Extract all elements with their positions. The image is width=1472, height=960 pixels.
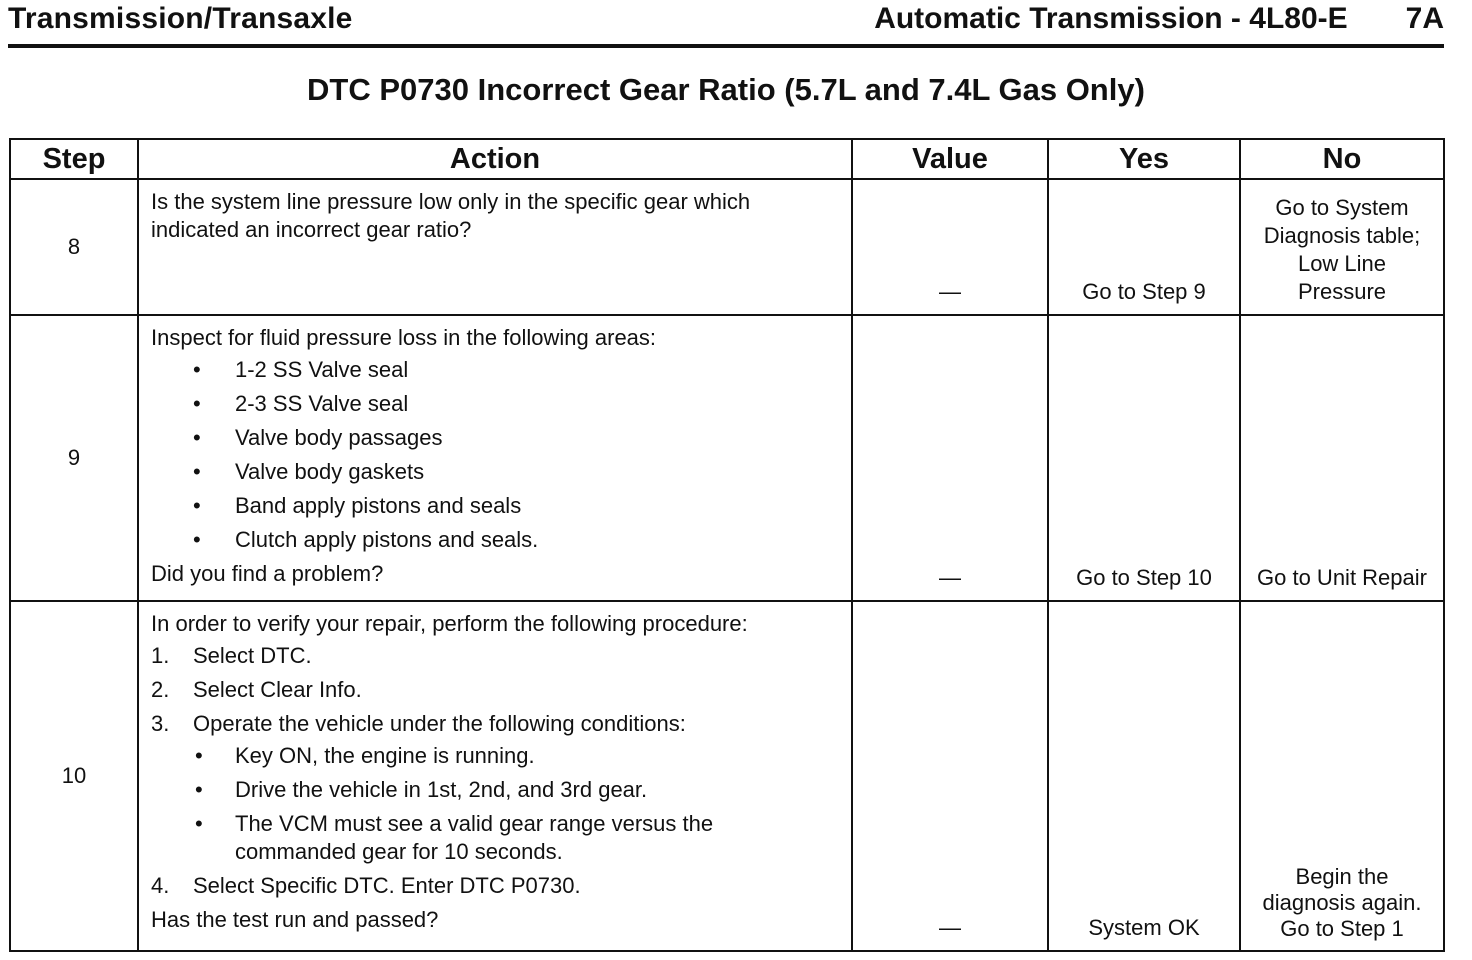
table-row bbox=[10, 601, 1444, 951]
section-number: 7A bbox=[1405, 2, 1444, 35]
list-number: 3. bbox=[151, 711, 170, 736]
action-cell bbox=[138, 179, 852, 315]
page-header bbox=[8, 0, 1444, 48]
list-text: Select Specific DTC. Enter DTC P0730. bbox=[193, 873, 581, 898]
no-cell: Go to System Diagnosis table; Low Line Pressure bbox=[1240, 179, 1444, 315]
action-text: Inspect for fluid pressure loss in the following areas: bbox=[151, 325, 657, 350]
list-item: • Drive the vehicle in 1st, 2nd, and 3rd gear. bbox=[193, 776, 841, 804]
list-text: Select Clear Info. bbox=[193, 677, 362, 702]
list-item: • Band apply pistons and seals bbox=[151, 492, 841, 520]
list-text: Select DTC. bbox=[193, 643, 312, 668]
column-header-action: Action bbox=[138, 139, 852, 179]
list-number: 2. bbox=[151, 677, 170, 702]
list-item bbox=[151, 676, 841, 704]
diagnostic-table bbox=[9, 138, 1445, 952]
action-cell bbox=[138, 315, 852, 601]
value-dash: — bbox=[939, 565, 961, 590]
step-number: 10 bbox=[10, 601, 138, 951]
step-number: 8 bbox=[10, 179, 138, 315]
value-cell bbox=[852, 601, 1048, 951]
header-category: Transmission/Transaxle bbox=[8, 2, 353, 35]
value-dash: — bbox=[939, 279, 961, 304]
inspection-list bbox=[151, 356, 841, 554]
yes-cell: Go to Step 9 bbox=[1048, 179, 1240, 315]
value-cell bbox=[852, 315, 1048, 601]
no-cell: Begin the diagnosis again. Go to Step 1 bbox=[1240, 601, 1444, 951]
table-row bbox=[10, 179, 1444, 315]
column-header-no: No bbox=[1240, 139, 1444, 179]
yes-cell: Go to Step 10 bbox=[1048, 315, 1240, 601]
list-item bbox=[151, 642, 841, 670]
column-header-yes: Yes bbox=[1048, 139, 1240, 179]
list-item: • 2-3 SS Valve seal bbox=[151, 390, 841, 418]
list-item: • Valve body gaskets bbox=[151, 458, 841, 486]
step-number: 9 bbox=[10, 315, 138, 601]
list-item: • Clutch apply pistons and seals. bbox=[151, 526, 841, 554]
header-subject: Automatic Transmission - 4L80-E bbox=[874, 2, 1348, 35]
column-header-value: Value bbox=[852, 139, 1048, 179]
list-number: 4. bbox=[151, 873, 170, 898]
list-text: Operate the vehicle under the following conditions: bbox=[193, 711, 686, 736]
action-text: In order to verify your repair, perform the following procedure: bbox=[151, 611, 748, 636]
list-number: 1. bbox=[151, 643, 170, 668]
procedure-list bbox=[151, 642, 841, 900]
list-item bbox=[151, 710, 841, 866]
header-right bbox=[874, 2, 1444, 36]
list-item: • Key ON, the engine is running. bbox=[193, 742, 841, 770]
value-cell bbox=[852, 179, 1048, 315]
table-header-row bbox=[10, 139, 1444, 179]
page-title: DTC P0730 Incorrect Gear Ratio (5.7L and 7.4L Gas Only) bbox=[307, 72, 1145, 107]
action-question: Has the test run and passed? bbox=[151, 907, 439, 932]
list-item: • The VCM must see a valid gear range versus the commanded gear for 10 seconds. bbox=[193, 810, 841, 866]
action-question: Did you find a problem? bbox=[151, 561, 384, 586]
action-text: Is the system line pressure low only in the specific gear which indicated an incorrect gear ratio? bbox=[151, 189, 751, 242]
yes-cell: System OK bbox=[1048, 601, 1240, 951]
conditions-list bbox=[193, 742, 841, 866]
no-cell: Go to Unit Repair bbox=[1240, 315, 1444, 601]
value-dash: — bbox=[939, 915, 961, 940]
action-cell bbox=[138, 601, 852, 951]
list-item bbox=[151, 872, 841, 900]
table-row bbox=[10, 315, 1444, 601]
list-item: • 1-2 SS Valve seal bbox=[151, 356, 841, 384]
column-header-step: Step bbox=[10, 139, 138, 179]
list-item: • Valve body passages bbox=[151, 424, 841, 452]
